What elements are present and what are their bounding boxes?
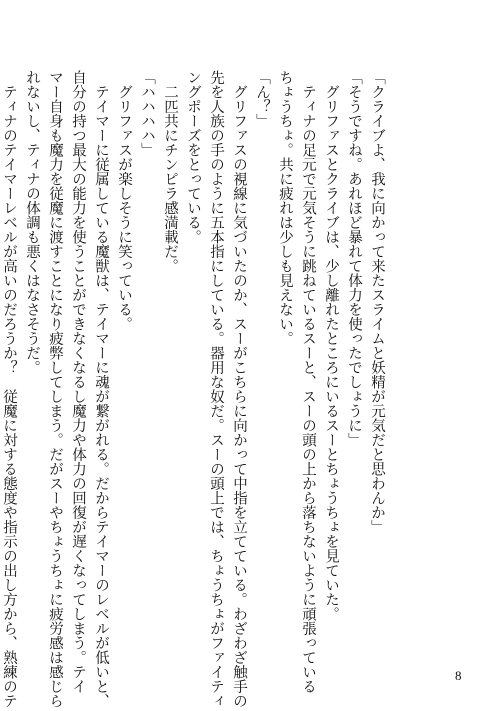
vertical-text-body bbox=[0, 70, 388, 708]
text-line: グリファスとクライブは、少し離れたところにいるスーとちょうちょを見ていた。 bbox=[323, 70, 339, 621]
text-line: 先を人族の手のように五本指にしている。器用な奴だ。スーの頭上では、ちょうちょがファイティ bbox=[208, 70, 224, 708]
text-line: ティナのテイマーレベルが高いのだろうか？ 従魔に対する態度や指示の出し方から、熟練のテ bbox=[1, 70, 17, 708]
text-line: れないし、ティナの体調も悪くはなさそうだ。 bbox=[24, 70, 40, 375]
text-line: 「クライブよ、我に向かって来たスライムと妖精が元気だと思わんか」 bbox=[369, 70, 385, 534]
text-line: ちょうちょ。共に疲れは少しも見えない。 bbox=[277, 70, 293, 346]
text-line: 自分の持つ最大の能力を使うことができなくなるし魔力や体力の回復が遅くなってしまう。テイ bbox=[70, 70, 86, 694]
text-line: 二匹共にチンピラ感満載だ。 bbox=[162, 70, 178, 273]
text-line: マー自身も魔力を従魔に渡すことになり疲弊してしまう。だがスーやちょうちょに疲労感は感じら bbox=[47, 70, 63, 708]
text-line: ティナの足元で元気そうに跳ねているスーと、スーの頭の上から落ちないように頑張っている bbox=[300, 70, 316, 694]
text-line: 「そうですね。あれほど暴れて体力を使ったでしょうに」 bbox=[346, 70, 362, 447]
text-line: 「ハハハハ」 bbox=[139, 70, 155, 157]
text-line: ングポーズをとっている。 bbox=[185, 70, 201, 244]
text-line: 「ん？」 bbox=[254, 70, 270, 128]
text-line: グリファスが楽しそうに笑っている。 bbox=[116, 70, 132, 331]
text-line: テイマーに従属している魔獣は、テイマーに魂が繋がれる。だからテイマーのレベルが低いと、 bbox=[93, 70, 109, 708]
page-number: 8 bbox=[455, 668, 462, 683]
text-line: グリファスの視線に気づいたのか、スーがこちらに向かって中指を立てている。わざわざ触手の bbox=[231, 70, 247, 708]
